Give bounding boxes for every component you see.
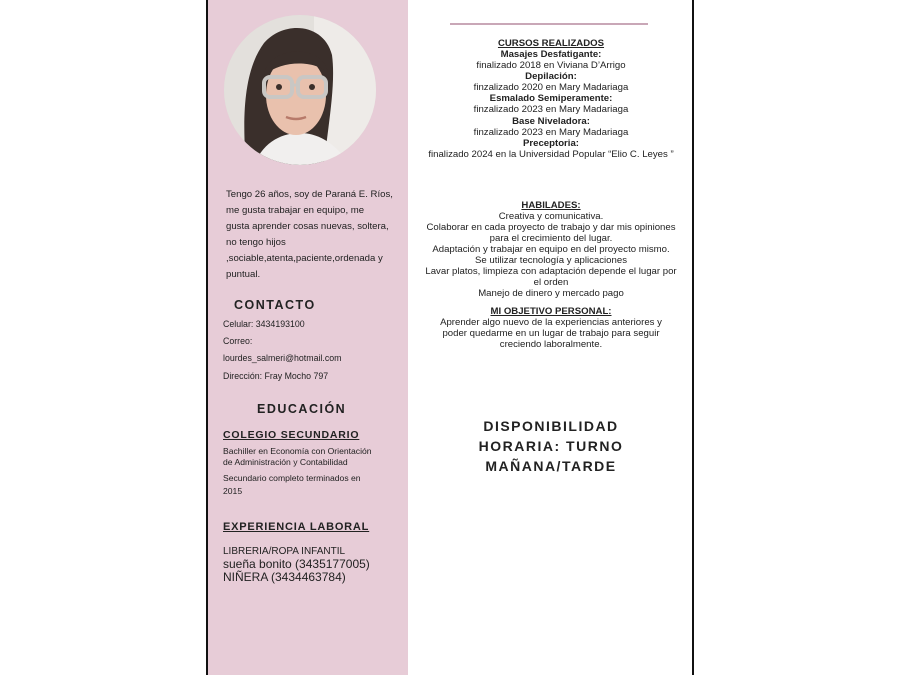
availability-line: HORARIA: TURNO bbox=[478, 438, 624, 454]
course-title: Masajes Desfatigante: bbox=[500, 49, 602, 60]
skill-line: Colaborar en cada proyecto de trabajo y dar mis opiniones bbox=[426, 222, 676, 233]
experience-line: NIÑERA (3434463784) bbox=[223, 570, 346, 584]
course-detail: finalizado 2018 en Viviana D’Arrigo bbox=[476, 60, 626, 71]
about-line: me gusta trabajar en equipo, me bbox=[226, 205, 365, 216]
objective-heading: MI OBJETIVO PERSONAL: bbox=[490, 306, 612, 317]
profile-photo bbox=[224, 15, 376, 165]
about-line: ,sociable,atenta,paciente,ordenada y bbox=[226, 253, 383, 264]
about-line: no tengo hijos bbox=[226, 237, 286, 248]
course-detail: finzalizado 2023 en Mary Madariaga bbox=[473, 104, 629, 115]
profile-photo-illustration bbox=[224, 15, 376, 165]
about-line: puntual. bbox=[226, 269, 261, 280]
skill-line: Manejo de dinero y mercado pago bbox=[478, 288, 624, 299]
cv-page bbox=[206, 0, 694, 675]
course-detail: finalizado 2024 en la Universidad Popular “Elio C. Leyes ” bbox=[428, 149, 674, 160]
course-detail: finzalizado 2020 en Mary Madariaga bbox=[473, 82, 629, 93]
education-degree-line: de Administración y Contabilidad bbox=[223, 456, 348, 467]
objective-line: creciendo laboralmente. bbox=[499, 339, 603, 350]
course-title: Esmalado Semiperamente: bbox=[489, 93, 613, 104]
availability bbox=[408, 416, 694, 476]
contact-heading: CONTACTO bbox=[234, 298, 316, 312]
skill-line: el orden bbox=[533, 277, 569, 288]
skills-heading: HABILADES: bbox=[521, 200, 581, 211]
contact-email: lourdes_salmeri@hotmail.com bbox=[223, 353, 342, 363]
course-title: Base Niveladora: bbox=[512, 116, 590, 127]
education-degree-line: Bachiller en Economía con Orientación bbox=[223, 446, 372, 456]
about-line: gusta aprender cosas nuevas, soltera, bbox=[226, 221, 389, 232]
about-me bbox=[226, 187, 398, 283]
education-school: COLEGIO SECUNDARIO bbox=[223, 429, 360, 441]
courses-heading: CURSOS REALIZADOS bbox=[497, 38, 605, 49]
skill-line: Creativa y comunicativa. bbox=[498, 211, 604, 222]
skill-line: Se utilizar tecnología y aplicaciones bbox=[475, 255, 627, 266]
objective-line: Aprender algo nuevo de la experiencias anteriores y bbox=[440, 317, 662, 328]
experience-line: LIBRERIA/ROPA INFANTIL bbox=[223, 546, 346, 557]
contact-address: Dirección: Fray Mocho 797 bbox=[223, 371, 329, 381]
education-completed-line: Secundario completo terminados en bbox=[223, 473, 361, 483]
skill-line: Adaptación y trabajar en equipo en del proyecto mismo. bbox=[432, 244, 670, 255]
education-completed bbox=[223, 472, 361, 498]
objective-line: poder quedarme en un lugar de trabajo para seguir bbox=[442, 328, 660, 339]
experience-heading: EXPERIENCIA LABORAL bbox=[223, 521, 370, 533]
contact-email-label: Correo: bbox=[223, 336, 253, 346]
education-heading: EDUCACIÓN bbox=[257, 402, 347, 416]
sidebar bbox=[208, 0, 408, 675]
education-degree bbox=[223, 446, 372, 467]
course-title: Preceptoria: bbox=[523, 138, 579, 149]
availability-line: DISPONIBILIDAD bbox=[483, 418, 619, 434]
experience-line: sueña bonito (3435177005) bbox=[223, 557, 370, 571]
education-completed-line: 2015 bbox=[223, 486, 243, 496]
course-title: Depilación: bbox=[525, 71, 577, 82]
course-detail: finzalizado 2023 en Mary Madariaga bbox=[473, 127, 629, 138]
skill-line: para el crecimiento del lugar. bbox=[489, 233, 613, 244]
main-content bbox=[408, 0, 694, 675]
skill-line: Lavar platos, limpieza con adaptación depende el lugar por bbox=[425, 266, 677, 277]
about-line: Tengo 26 años, soy de Paraná E. Ríos, bbox=[226, 189, 393, 200]
contact-phone: Celular: 3434193100 bbox=[223, 319, 305, 329]
availability-line: MAÑANA/TARDE bbox=[485, 458, 617, 474]
